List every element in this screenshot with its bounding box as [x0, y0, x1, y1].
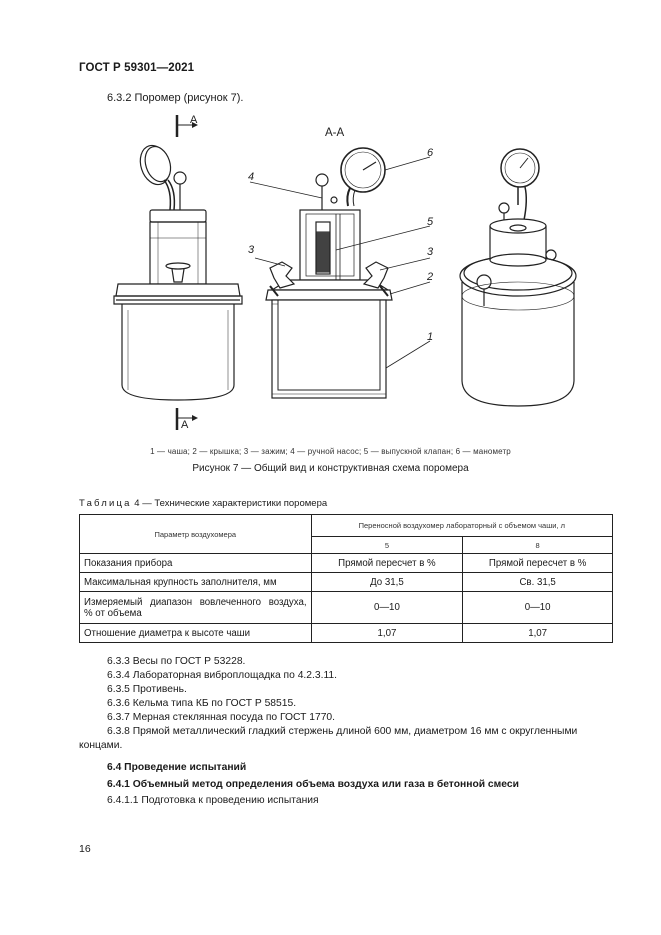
- paragraph-6-3-7: 6.3.7 Мерная стеклянная посуда по ГОСТ 1770.: [107, 712, 336, 723]
- table-cell-v8: 1,07: [463, 624, 613, 643]
- porometer-section-view: [266, 127, 392, 398]
- table-title: [79, 498, 327, 509]
- table-cell-param: Максимальная крупность заполнителя, мм: [80, 573, 312, 592]
- callout-4: 4: [248, 171, 255, 183]
- callout-1: 1: [427, 331, 434, 343]
- table-row: [80, 592, 613, 624]
- document-header: ГОСТ Р 59301—2021: [79, 62, 195, 74]
- porometer-front-view: [114, 114, 242, 430]
- callout-6: 6: [427, 147, 434, 159]
- table-header-volume-8: 8: [463, 537, 613, 554]
- table-header-param: Параметр воздухомера: [80, 515, 312, 554]
- table-row: [80, 573, 613, 592]
- section-6-4: 6.4 Проведение испытаний: [107, 762, 247, 773]
- table-cell-param: [80, 592, 312, 624]
- paragraph-6-3-8-cont: концами.: [79, 740, 123, 751]
- paragraph-6-3-6: 6.3.6 Кельма типа КБ по ГОСТ Р 58515.: [107, 698, 297, 709]
- table-row: [80, 554, 613, 573]
- figure-legend: 1 — чаша; 2 — крышка; 3 — зажим; 4 — ручной насос; 5 — выпускной клапан; 6 — манометр: [150, 447, 511, 456]
- table-cell-v5: До 31,5: [311, 573, 463, 592]
- paragraph-6-3-3: 6.3.3 Весы по ГОСТ Р 53228.: [107, 656, 246, 667]
- table-row: [80, 624, 613, 643]
- table-cell-param: Отношение диаметра к высоте чаши: [80, 624, 312, 643]
- section-6-4-1: 6.4.1 Объемный метод определения объема воздуха или газа в бетонной смеси: [107, 779, 519, 790]
- spec-table: [79, 514, 613, 643]
- table-cell-v5: 1,07: [311, 624, 463, 643]
- section-6-4-1-1: 6.4.1.1 Подготовка к проведению испытания: [107, 795, 319, 806]
- section-6-3-2: 6.3.2 Поромер (рисунок 7).: [107, 92, 244, 104]
- table-cell-v5: 0—10: [311, 592, 463, 624]
- table-title-prefix: Таблица: [79, 498, 132, 509]
- table-cell-v8: 0—10: [463, 592, 613, 624]
- callout-2: 2: [427, 271, 434, 283]
- table-cell-v8: Прямой пересчет в %: [463, 554, 613, 573]
- table-header-group: Переносной воздухомер лабораторный с объемом чаши, л: [311, 515, 612, 537]
- paragraph-6-3-5: 6.3.5 Противень.: [107, 684, 187, 695]
- callout-5: 5: [427, 216, 434, 228]
- section-label: А-А: [325, 127, 345, 139]
- table-cell-v5: Прямой пересчет в %: [311, 554, 463, 573]
- page-number: 16: [79, 843, 91, 855]
- paragraph-6-3-4: 6.3.4 Лабораторная виброплощадка по 4.2.3.11.: [107, 670, 338, 681]
- cut-label-bottom: А: [181, 419, 189, 430]
- table-title-text: 4 — Технические характеристики поромера: [134, 498, 328, 509]
- table-cell-param-line1: Измеряемый диапазон вовлеченного воздуха,: [84, 596, 307, 608]
- callout-3-right: 3: [427, 246, 434, 258]
- figure-7-porometer: [100, 110, 590, 430]
- table-cell-param: Показания прибора: [80, 554, 312, 573]
- table-cell-v8: Св. 31,5: [463, 573, 613, 592]
- figure-caption: Рисунок 7 — Общий вид и конструктивная схема поромера: [192, 463, 469, 474]
- callout-3-left: 3: [248, 244, 255, 256]
- paragraph-6-3-8: 6.3.8 Прямой металлический гладкий стержень длиной 600 мм, диаметром 16 мм с округленными: [107, 726, 578, 737]
- table-header-volume-5: 5: [311, 537, 463, 554]
- porometer-perspective-view: [460, 149, 576, 406]
- cut-label-top: А: [190, 114, 198, 126]
- table-cell-param-line2: % от объема: [84, 607, 142, 619]
